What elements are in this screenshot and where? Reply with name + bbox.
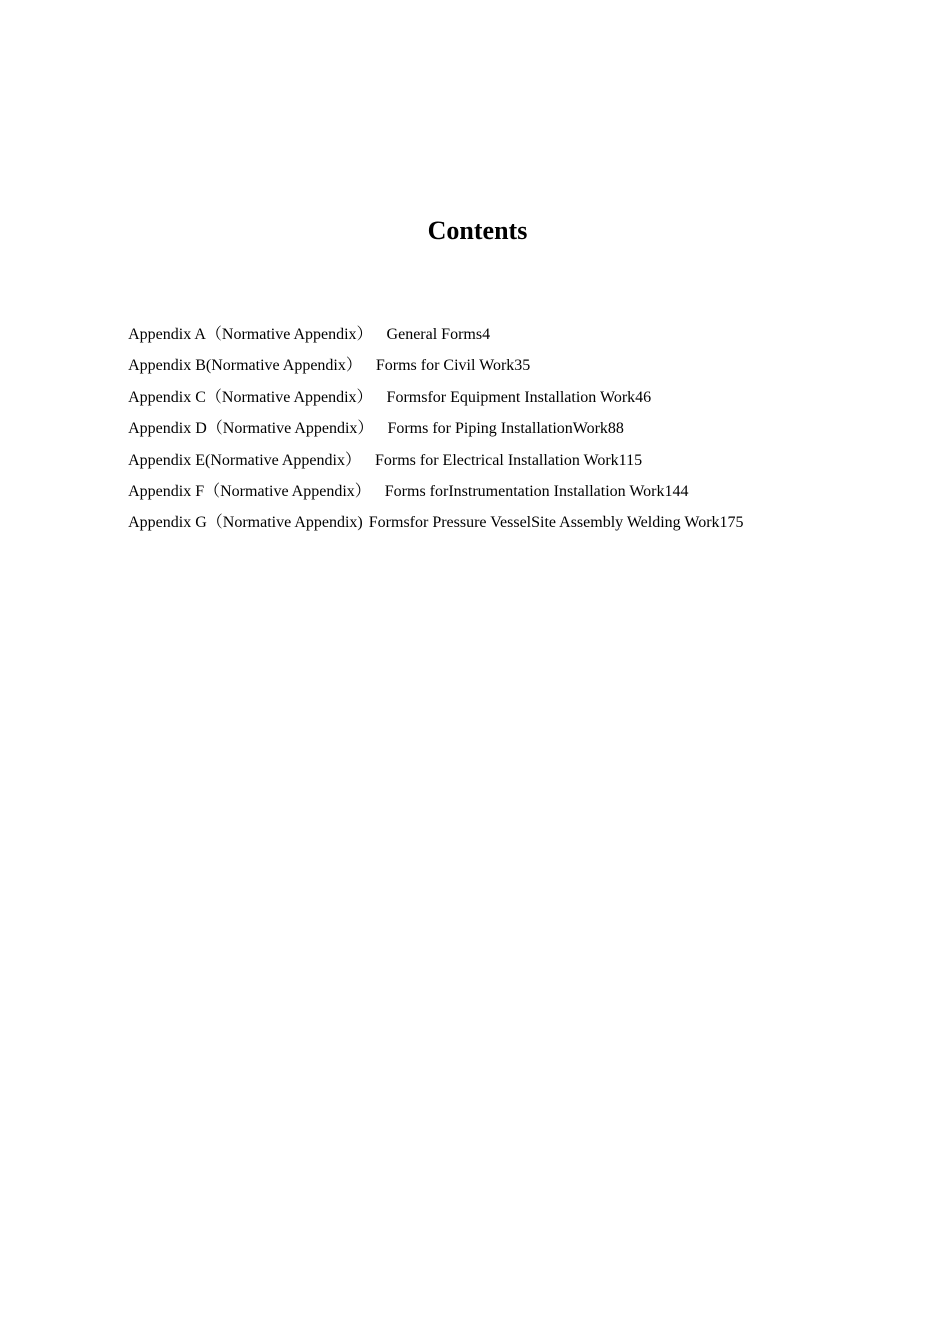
toc-entry-title: Formsfor Pressure VesselSite Assembly Welding Work bbox=[368, 514, 720, 532]
toc-entry-title: Formsfor Equipment Installation Work bbox=[386, 388, 636, 406]
toc-entry-page: 175 bbox=[719, 514, 744, 532]
toc-entry-label: Appendix E(Normative Appendix） bbox=[128, 451, 361, 469]
toc-entry-page: 4 bbox=[482, 326, 491, 343]
toc-entry-label: Appendix C（Normative Appendix） bbox=[128, 388, 373, 406]
toc-entry-title: Forms for Piping InstallationWork bbox=[387, 420, 608, 438]
toc-entry-label: Appendix F（Normative Appendix） bbox=[128, 482, 371, 500]
toc-entry-page: 115 bbox=[618, 451, 643, 469]
toc-entry-label: Appendix B(Normative Appendix） bbox=[128, 357, 362, 375]
toc-entry-label: Appendix G（Normative Appendix) bbox=[128, 514, 363, 532]
toc-entry-appendix-a[interactable] bbox=[105, 302, 905, 343]
toc-entry-title: General Forms bbox=[386, 326, 483, 343]
toc-entry-page: 88 bbox=[607, 420, 624, 438]
toc-entry-label: Appendix D（Normative Appendix） bbox=[128, 420, 374, 438]
toc-entry-title: Forms forInstrumentation Installation Work bbox=[384, 482, 665, 500]
page-title: Contents bbox=[427, 216, 528, 245]
toc-entry-page: 144 bbox=[664, 482, 689, 500]
toc-entry-title: Forms for Electrical Installation Work bbox=[374, 451, 619, 469]
table-of-contents bbox=[105, 302, 905, 532]
toc-entry-page: 35 bbox=[514, 357, 531, 375]
toc-entry-label: Appendix A（Normative Appendix） bbox=[128, 326, 373, 343]
toc-entry-page: 46 bbox=[635, 388, 652, 406]
toc-entry-title: Forms for Civil Work bbox=[375, 357, 515, 375]
